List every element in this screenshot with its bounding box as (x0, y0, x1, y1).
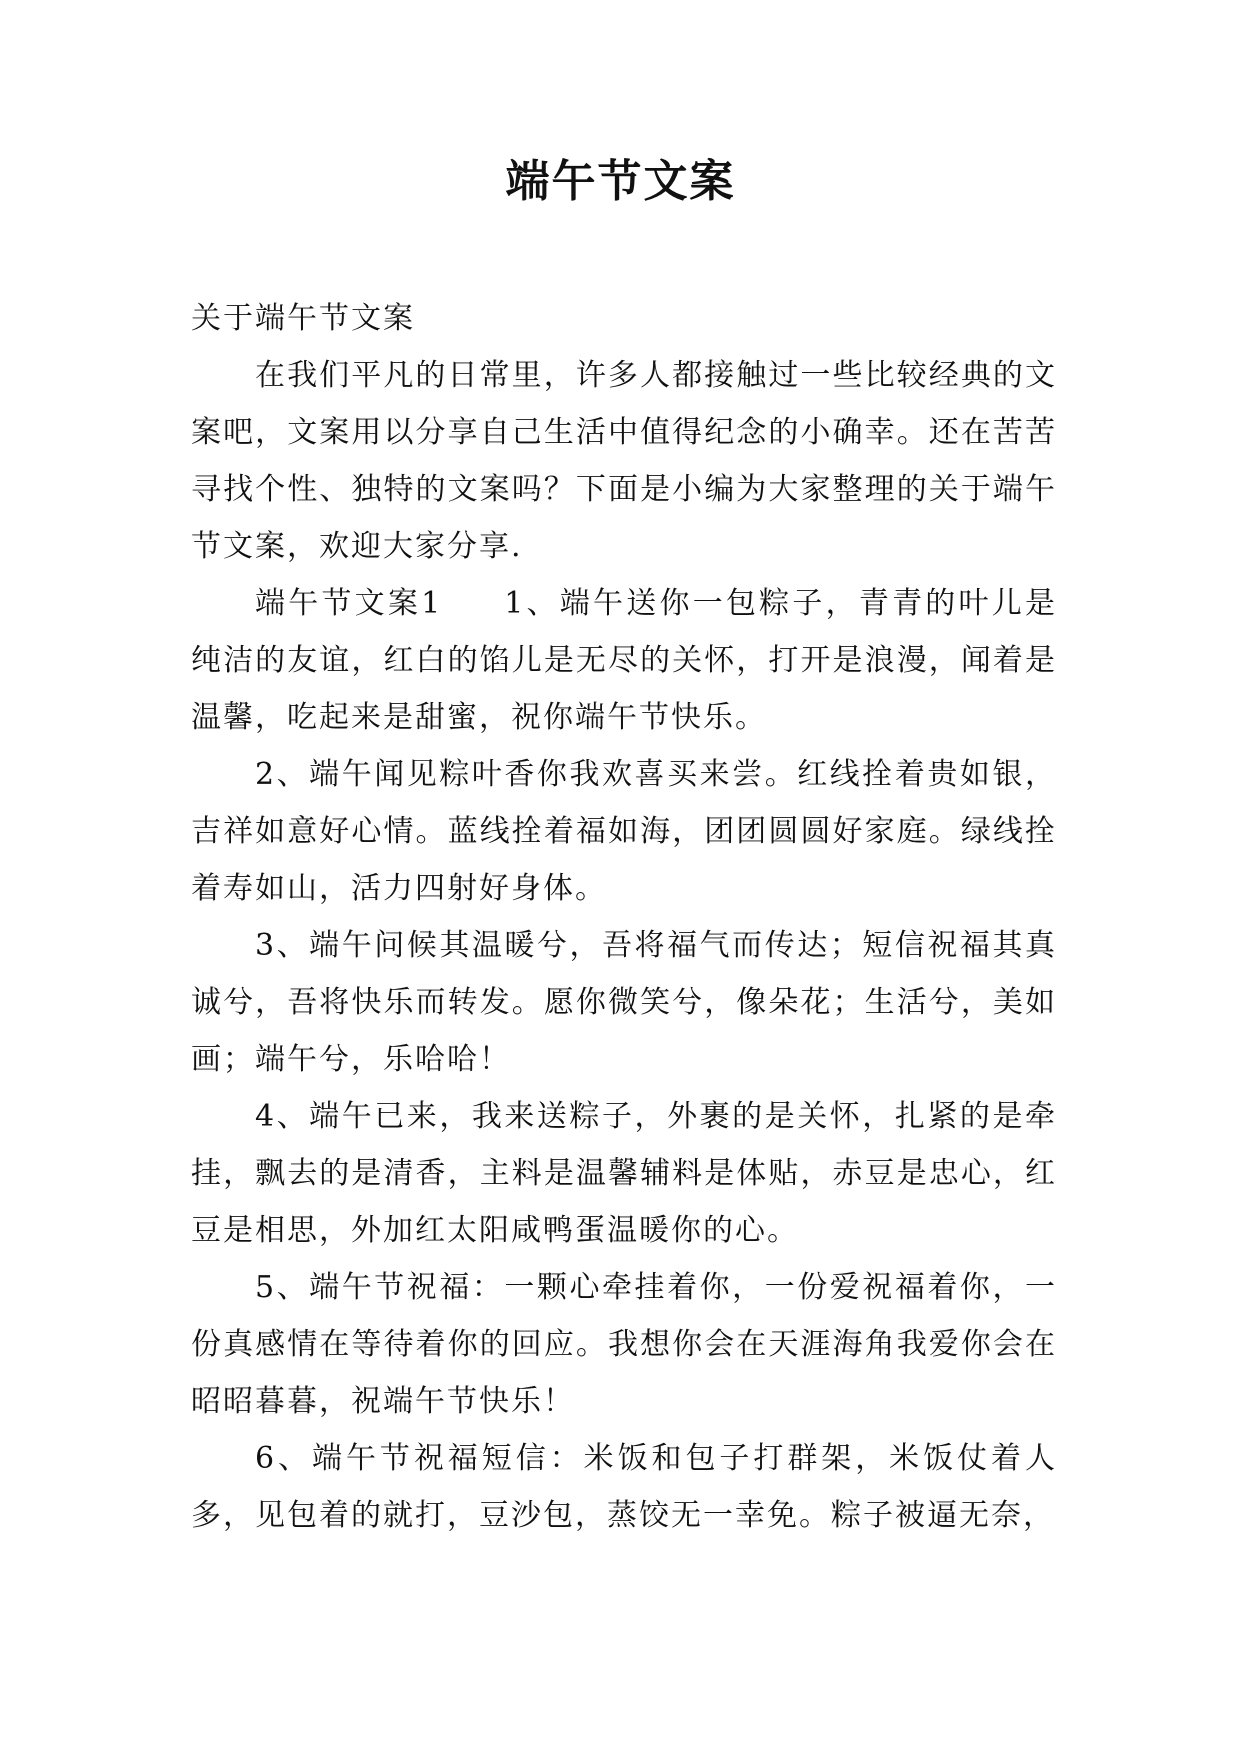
list-item: 4、端午已来，我来送粽子，外裹的是关怀，扎紧的是牵挂，飘去的是清香，主料是温馨辅料是体贴，赤豆是忠心，红豆是相思，外加红太阳咸鸭蛋温暖你的心。 (191, 1099, 1057, 1248)
list-item: 6、端午节祝福短信：米饭和包子打群架，米饭仗着人多，见包着的就打，豆沙包，蒸饺无一幸免。粽子被逼无奈， (191, 1441, 1057, 1533)
list-item: 5、端午节祝福：一颗心牵挂着你，一份爱祝福着你，一份真感情在等待着你的回应。我想你会在天涯海角我爱你会在昭昭暮暮，祝端午节快乐！ (191, 1270, 1057, 1419)
document-title: 端午节文案 (505, 156, 736, 207)
intro-paragraph: 在我们平凡的日常里，许多人都接触过一些比较经典的文案吧，文案用以分享自己生活中值得纪念的小确幸。还在苦苦寻找个性、独特的文案吗？下面是小编为大家整理的关于端午节文案，欢迎大家分享. (191, 358, 1057, 564)
section-first-paragraph (191, 575, 1057, 746)
list-item: 2、端午闻见粽叶香你我欢喜买来尝。红线拴着贵如银，吉祥如意好心情。蓝线拴着福如海，团团圆圆好家庭。绿线拴着寿如山，活力四射好身体。 (191, 757, 1057, 906)
list-item-text: 1、端午送你一包粽子，青青的叶儿是纯洁的友谊，红白的馅儿是无尽的关怀，打开是浪漫，闻着是温馨，吃起来是甜蜜，祝你端午节快乐。 (191, 586, 1057, 735)
subheading: 关于端午节文案 (191, 301, 415, 336)
section-label: 端午节文案1 (255, 586, 443, 621)
list-item: 3、端午问候其温暖兮，吾将福气而传达；短信祝福其真诚兮，吾将快乐而转发。愿你微笑兮，像朵花；生活兮，美如画；端午兮，乐哈哈！ (191, 928, 1057, 1077)
document-body (191, 290, 1057, 1544)
